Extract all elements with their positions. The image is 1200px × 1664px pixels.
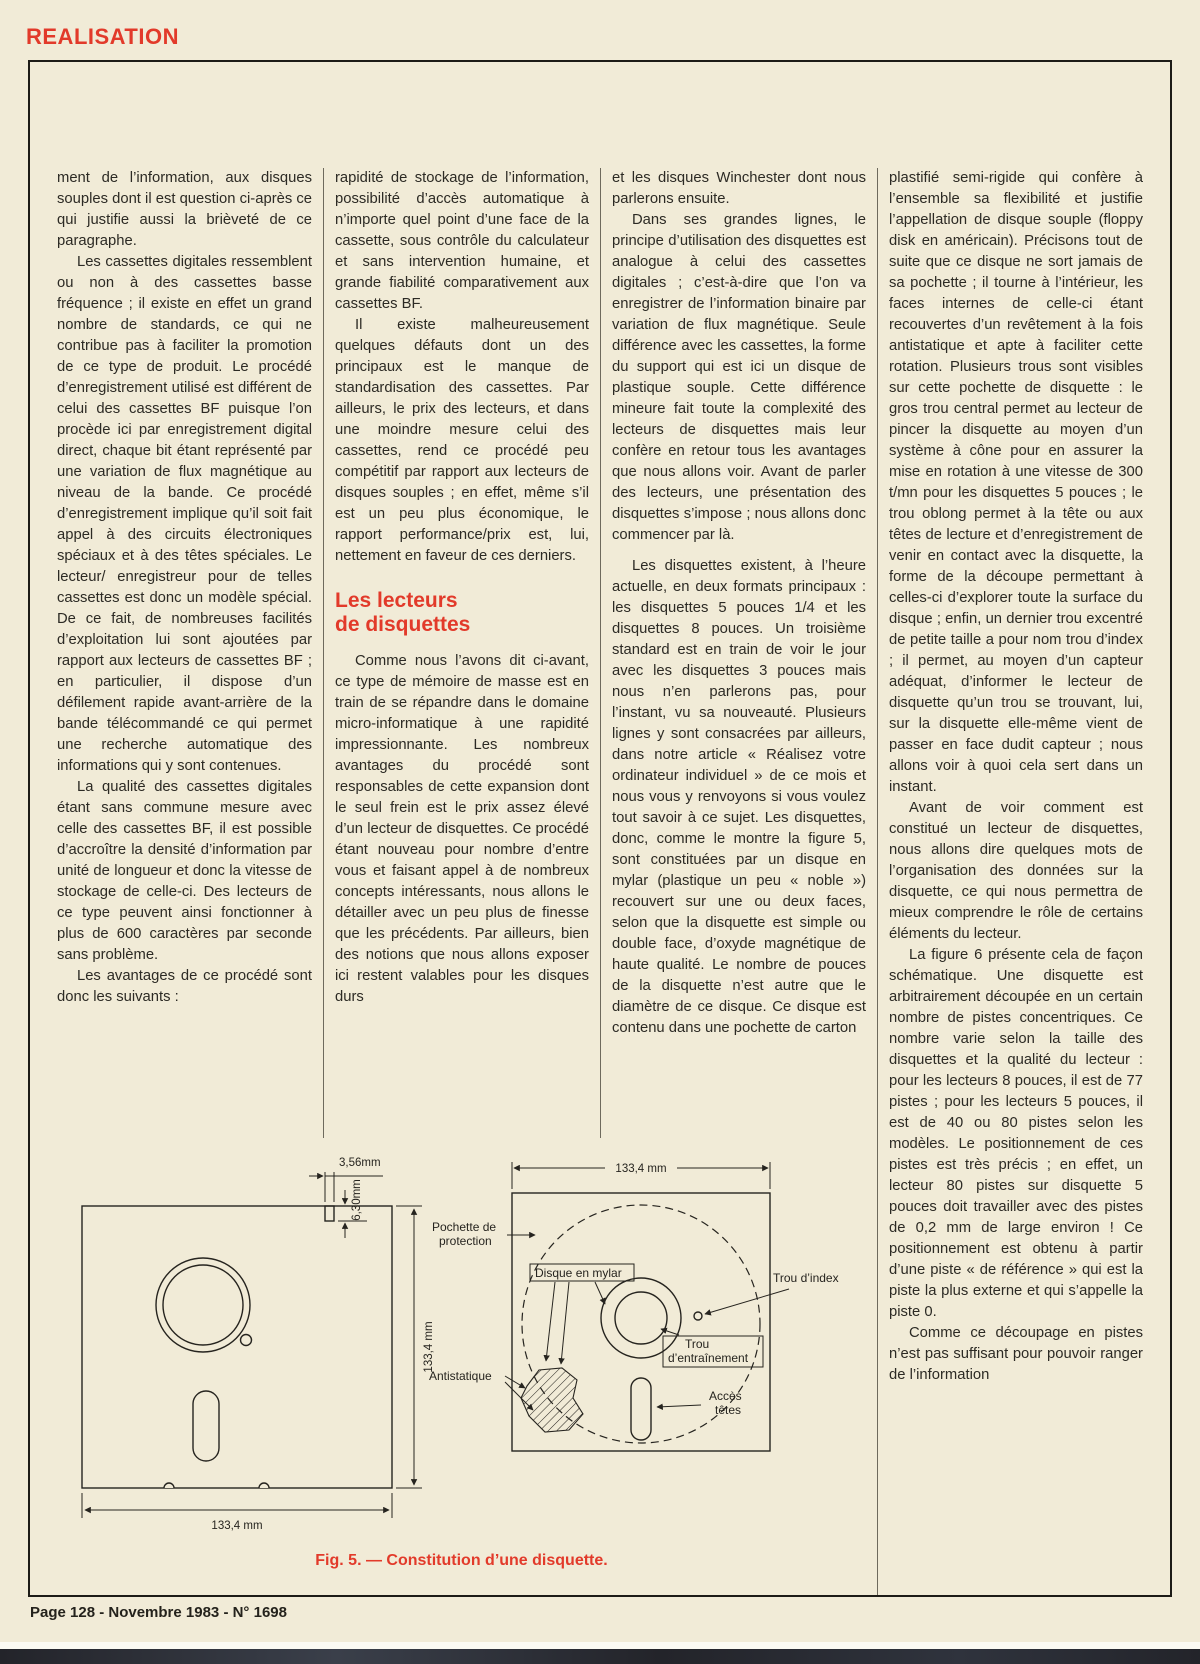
paragraph-list [335, 168, 589, 567]
paragraph: ment de l’information, aux disques souples dont il est question ci-après ce qui justifie aussi la brièveté de ce paragraphe. [57, 170, 312, 249]
paragraph: plastifié semi-rigide qui confère à l’ensemble sa flexibilité et justifie l’appellation de disque souple (floppy disk en américain). Précisons tout de suite que ce disque ne sort jamais de sa pochette ; il tourne à l’intérieur, les faces internes de celle-ci étant recouvertes d’un revêtement à la fois antistatique et apte à faciliter cette rotation. Plusieurs trous sont visibles sur cette pochette de disquette : le gros trou central permet au lecteur de pincer la disquette au moyen d’un système à cône pour en assurer la mise en rotation à une vitesse de 300 t/mn pour les disquettes 5 pouces ; le trou oblong permet à la tête ou aux têtes de lecture et d’enregistrement de venir en contact avec la disquette, la forme de la découpe permettant à celles-ci d’explorer toute la surface du disque ; enfin, un dernier trou excentré de petite taille a pour nom trou d’index ; il permet, au moyen d’un capteur adéquat, d’informer le lecteur de disquette qu’un trou se trouvant, lui, sur la disquette elle-même vient de passer en face dudit capteur ; nous allons voir à quoi cela sert dans un instant. [889, 170, 1143, 795]
label-acces-line1: Accès [708, 1389, 742, 1403]
head-access-slot [193, 1391, 219, 1461]
paragraph-list [57, 168, 312, 1008]
page-footer: Page 128 - Novembre 1983 - N° 1698 [30, 1604, 287, 1621]
hub-hole-outer [601, 1278, 681, 1358]
dim-notch-height: 6,30mm [350, 1179, 363, 1221]
dim-pochette-width: 133,4 mm [614, 1163, 667, 1175]
head-access-slot [631, 1378, 651, 1440]
label-pochette-line1: Pochette de [431, 1220, 496, 1234]
section-label: REALISATION [26, 24, 179, 49]
paragraph: rapidité de stockage de l’information, possibilité d’accès automatique à n’importe quel point d’une face de la cassette, sous contrôle du calculateur et sans intervention humaine, et grande fiabilité comparativement aux cassettes BF. [335, 170, 589, 312]
paragraph: Les disquettes existent, à l’heure actuelle, en deux formats principaux : les disquettes 5 pouces 1/4 et les disquettes 8 pouces. Un troisième standard est en train de voir le jour avec les disquettes 3 pouces mais nous n’en parlerons pas, pour l’instant, vu sa nouveauté. Plusieurs lignes y sont consacrées par ailleurs, dans notre article « Réalisez votre ordinateur individuel » de ce mois et nous vous y renvoyons si vous voulez tout savoir à ce sujet. Les disquettes, donc, comme le montre la figure 5, sont constituées par un disque en mylar (plastique un peu « noble ») recouvert sur une ou deux faces, selon que la disquette est simple ou double face, d’oxyde magnétique de haute qualité. Le nombre de pouces de la disquette n’est autre que le diamètre de ce disque. Ce disque est contenu dans une pochette de carton [612, 558, 866, 1036]
index-hole [240, 1335, 251, 1346]
paragraph: Les cassettes digitales ressemblent ou non à des cassettes basse fréquence ; il existe en effet un grand nombre de standards, ce qui ne contribue pas à faciliter la promotion de ce type de produit. Le procédé d’enregistrement utilisé est différent de celui des cassettes BF puisque l’on procède ici par enregistrement digital direct, chaque bit étant représenté par une variation de flux magnétique au niveau de la bande. Ce procédé d’enregistrement implique qu’il soit fait appel à des circuits électroniques spéciaux et à des têtes spéciales. Le lecteur/ enregistreur pour de telles cassettes est donc un modèle spécial. De ce fait, de nombreuses facilités d’exploitation lui sont ajoutées par rapport aux lecteurs de cassettes BF ; en particulier, il dispose d’un défilement rapide avant-arrière de la bande télécommandé ce qui permet une recherche automatique des informations qui y sont contenues. [57, 254, 312, 774]
sleeve-outline [82, 1206, 392, 1488]
paragraph-list [889, 168, 1143, 1386]
paragraph: Comme nous l’avons dit ci-avant, ce type de mémoire de masse est en train de se répandre dans le domaine micro-informatique à une rapidité impressionnante. Les nombreux avantages du procédé sont responsables de cette expansion dont le seul frein est le prix assez élevé d’un lecteur de disquettes. Ce procédé étant nouveau pour nombre d’entre vous et faisant appel à de nombreux concepts intéressants, nous allons le détailler avec un peu plus de finesse que les précédents. Par ailleurs, bien des notions que nous allons exposer ici restent valables pour les disques durs [335, 653, 589, 1005]
paragraph: Avant de voir comment est constitué un lecteur de disquettes, nous allons dire quelques mots de l’organisation des données sur la disquette, ce qui nous permettra de mieux comprendre le rôle de certains éléments du lecteur. [889, 800, 1143, 942]
write-protect-notch [325, 1206, 334, 1221]
sleeve-dimension-lines [82, 1172, 422, 1518]
label-disque-mylar: Disque en mylar [534, 1266, 622, 1280]
paragraph: Dans ses grandes lignes, le principe d’utilisation des disquettes est analogue à celui des cassettes digitales ; c’est-à-dire que l’on va enregistrer de l’information binaire par variation de flux magnétique. Seule différence avec les cassettes, la forme du support qui est ici un disque de plastique souple. Cette différence mineure fait toute la complexité des lecteurs de disquettes mais leur confère en retour tous les avantages que nous allons voir. Avant de parler des lecteurs, une présentation des disquettes s’impose ; nous allons donc commencer par là. [612, 212, 866, 543]
hub-hole-inner [615, 1292, 667, 1344]
page-edge-shadow [0, 1649, 1200, 1664]
text-column-2 [323, 168, 600, 1138]
antistatic-patch [521, 1368, 583, 1432]
relief-notch [164, 1483, 174, 1488]
label-trou-index: Trou d’index [772, 1271, 839, 1285]
label-acces-line2: têtes [714, 1403, 741, 1417]
paragraph: La qualité des cassettes digitales étant sans commune mesure avec celle des cassettes BF, il est possible d’accroître la densité d’information par unité de longueur et donc la vitesse de stockage de celle-ci. Des lecteurs de ce type peuvent ainsi fonctionner à plus de 600 caractères par seconde sans problème. [57, 779, 312, 963]
paragraph: La figure 6 présente cela de façon schématique. Une disquette est arbitrairement découpée en un certain nombre de pistes concentriques. Ce nombre varie selon la taille des disquettes et la qualité du lecteur : pour les lecteurs 8 pouces, il est de 77 pistes ; pour les lecteurs 5 pouces, il est de 40 ou 80 pistes selon les modèles. Le positionnement de ces pistes est très précis ; en effet, un lecteur 80 pistes sur disquette 5 pouces doit travailler avec des pistes de 0,2 mm de large environ ! Ce positionnement est obtenu à partir d’une piste « de référence » qui est la piste la plus externe et qui s’appelle la piste 0. [889, 947, 1143, 1320]
dim-notch-width: 3,56mm [338, 1157, 381, 1169]
section-heading-line-1: Les lecteurs [335, 589, 458, 612]
article-frame [28, 60, 1172, 1597]
figure-5 [46, 1138, 877, 1595]
figure-caption: Fig. 5. — Constitution d’une disquette. [315, 1552, 608, 1569]
column-grid [46, 168, 1154, 1595]
dim-sleeve-width: 133,4 mm [210, 1520, 263, 1532]
dim-sleeve-height: 133,4 mm [422, 1321, 435, 1373]
text-column-1 [46, 168, 323, 1138]
paragraph: et les disques Winchester dont nous parlerons ensuite. [612, 170, 866, 207]
text-column-4 [877, 168, 1154, 1595]
diskette-diagram [67, 1148, 857, 1548]
page-edge-highlight [0, 1642, 1200, 1649]
label-trou-entrainement-line1: Trou [684, 1337, 709, 1351]
hub-opening-inner [163, 1265, 243, 1345]
label-antistatique: Antistatique [428, 1369, 492, 1383]
paragraph: Comme ce découpage en pistes n’est pas suffisant pour pouvoir ranger de l’information [889, 1325, 1143, 1383]
paragraph-list [335, 651, 589, 1008]
sleeve-front-diagram [82, 1206, 392, 1488]
relief-notch [259, 1483, 269, 1488]
hub-opening-outer [156, 1258, 250, 1352]
paragraph: Il existe malheureusement quelques défauts dont un des principaux est le manque de standardisation des cassettes. Par ailleurs, le prix des lecteurs, et dans une moindre mesure celui des cassettes, rend ce procédé peu compétitif par rapport aux lecteurs de disques souples ; en effet, même s’il est un peu plus économique, le rapport performance/prix est, lui, nettement en faveur de ces derniers. [335, 317, 589, 564]
section-heading-line-2: de disquettes [335, 613, 471, 636]
index-hole [694, 1312, 702, 1320]
label-trou-entrainement-line2: d’entraînement [667, 1351, 748, 1365]
paragraph: Les avantages de ce procédé sont donc les suivants : [57, 968, 312, 1005]
label-pochette-line2: protection [438, 1234, 492, 1248]
section-heading [335, 589, 589, 637]
paragraph-list [612, 168, 866, 1039]
text-column-3 [600, 168, 877, 1138]
